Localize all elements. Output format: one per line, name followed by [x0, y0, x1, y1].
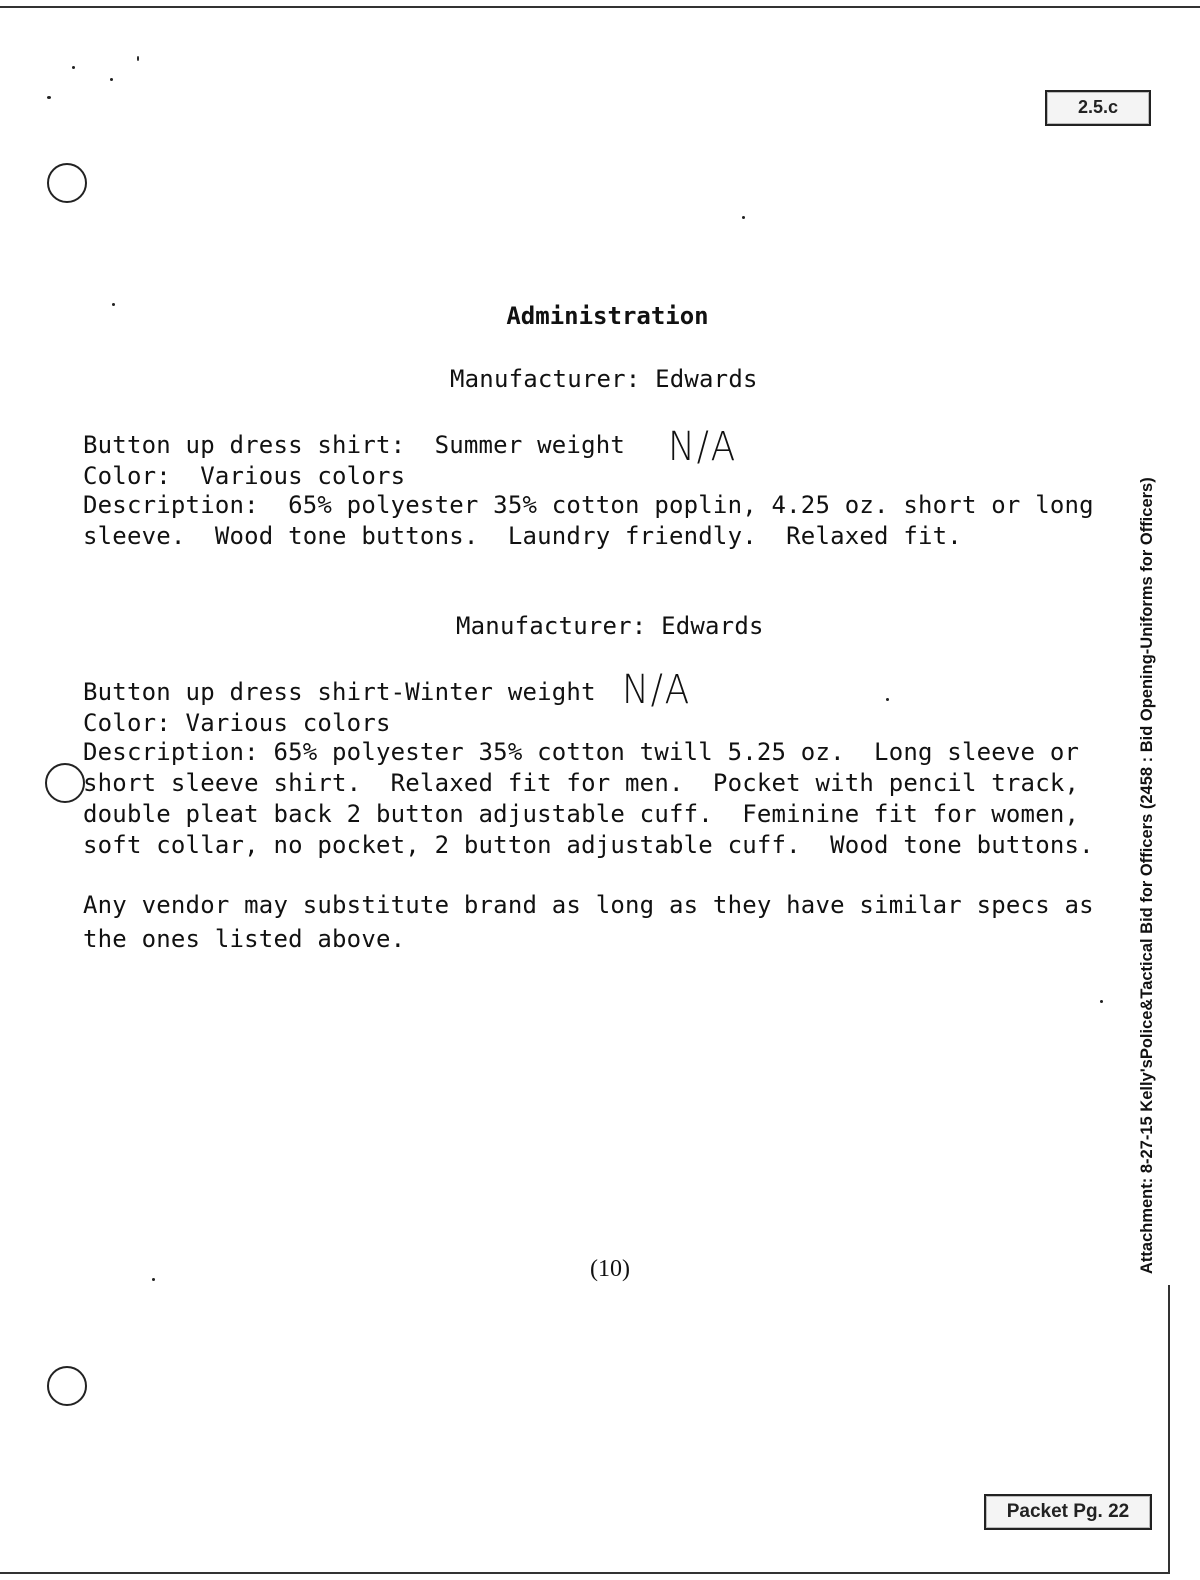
scan-speck [110, 78, 113, 81]
section1-description-line2: sleeve. Wood tone buttons. Laundry friendly. Relaxed fit. [83, 522, 962, 550]
section2-description-line3: double pleat back 2 button adjustable cuff. Feminine fit for women, [83, 800, 1080, 828]
section2-handwritten-note: N/A [622, 667, 692, 713]
top-border [0, 6, 1200, 8]
scan-speck [137, 56, 139, 61]
scan-speck [72, 66, 75, 69]
packet-page-label: Packet Pg. 22 [1006, 1501, 1130, 1522]
page-number: (10) [590, 1256, 630, 1282]
section1-color: Color: Various colors [83, 462, 406, 490]
section2-item: Button up dress shirt-Winter weight [83, 678, 596, 706]
section2-manufacturer: Manufacturer: Edwards [456, 612, 764, 640]
bottom-border [0, 1572, 1170, 1574]
page-title: Administration [506, 302, 709, 330]
binder-hole-bottom [47, 1366, 87, 1406]
scan-speck [742, 216, 745, 219]
header-tag-box [1045, 90, 1151, 126]
header-tag-label: 2.5.c [1077, 97, 1119, 117]
section1-handwritten-note: N/A [668, 424, 738, 470]
scan-speck [1100, 1000, 1103, 1003]
scan-speck [152, 1278, 155, 1281]
side-attachment-label: Attachment: 8-27-15 Kelly'sPolice&Tactical Bid for Officers (2458 : Bid Opening-Uniforms for Officers) [1138, 477, 1156, 1274]
section2-description-line1: Description: 65% polyester 35% cotton twill 5.25 oz. Long sleeve or [83, 738, 1080, 766]
right-border [1168, 1285, 1170, 1573]
section1-description-line1: Description: 65% polyester 35% cotton poplin, 4.25 oz. short or long [83, 491, 1094, 519]
binder-hole-top [47, 163, 87, 203]
substitution-note-line2: the ones listed above. [83, 925, 406, 953]
scan-speck [47, 96, 51, 99]
substitution-note-line1: Any vendor may substitute brand as long as they have similar specs as [83, 891, 1094, 919]
binder-hole-middle [45, 763, 85, 803]
section1-manufacturer: Manufacturer: Edwards [450, 365, 758, 393]
section2-description-line2: short sleeve shirt. Relaxed fit for men. Pocket with pencil track, [83, 769, 1080, 797]
section2-description-line4: soft collar, no pocket, 2 button adjustable cuff. Wood tone buttons. [83, 831, 1094, 859]
scan-speck [886, 698, 889, 701]
section1-item: Button up dress shirt: Summer weight [83, 431, 626, 459]
section2-color: Color: Various colors [83, 709, 391, 737]
packet-page-box [984, 1494, 1152, 1530]
